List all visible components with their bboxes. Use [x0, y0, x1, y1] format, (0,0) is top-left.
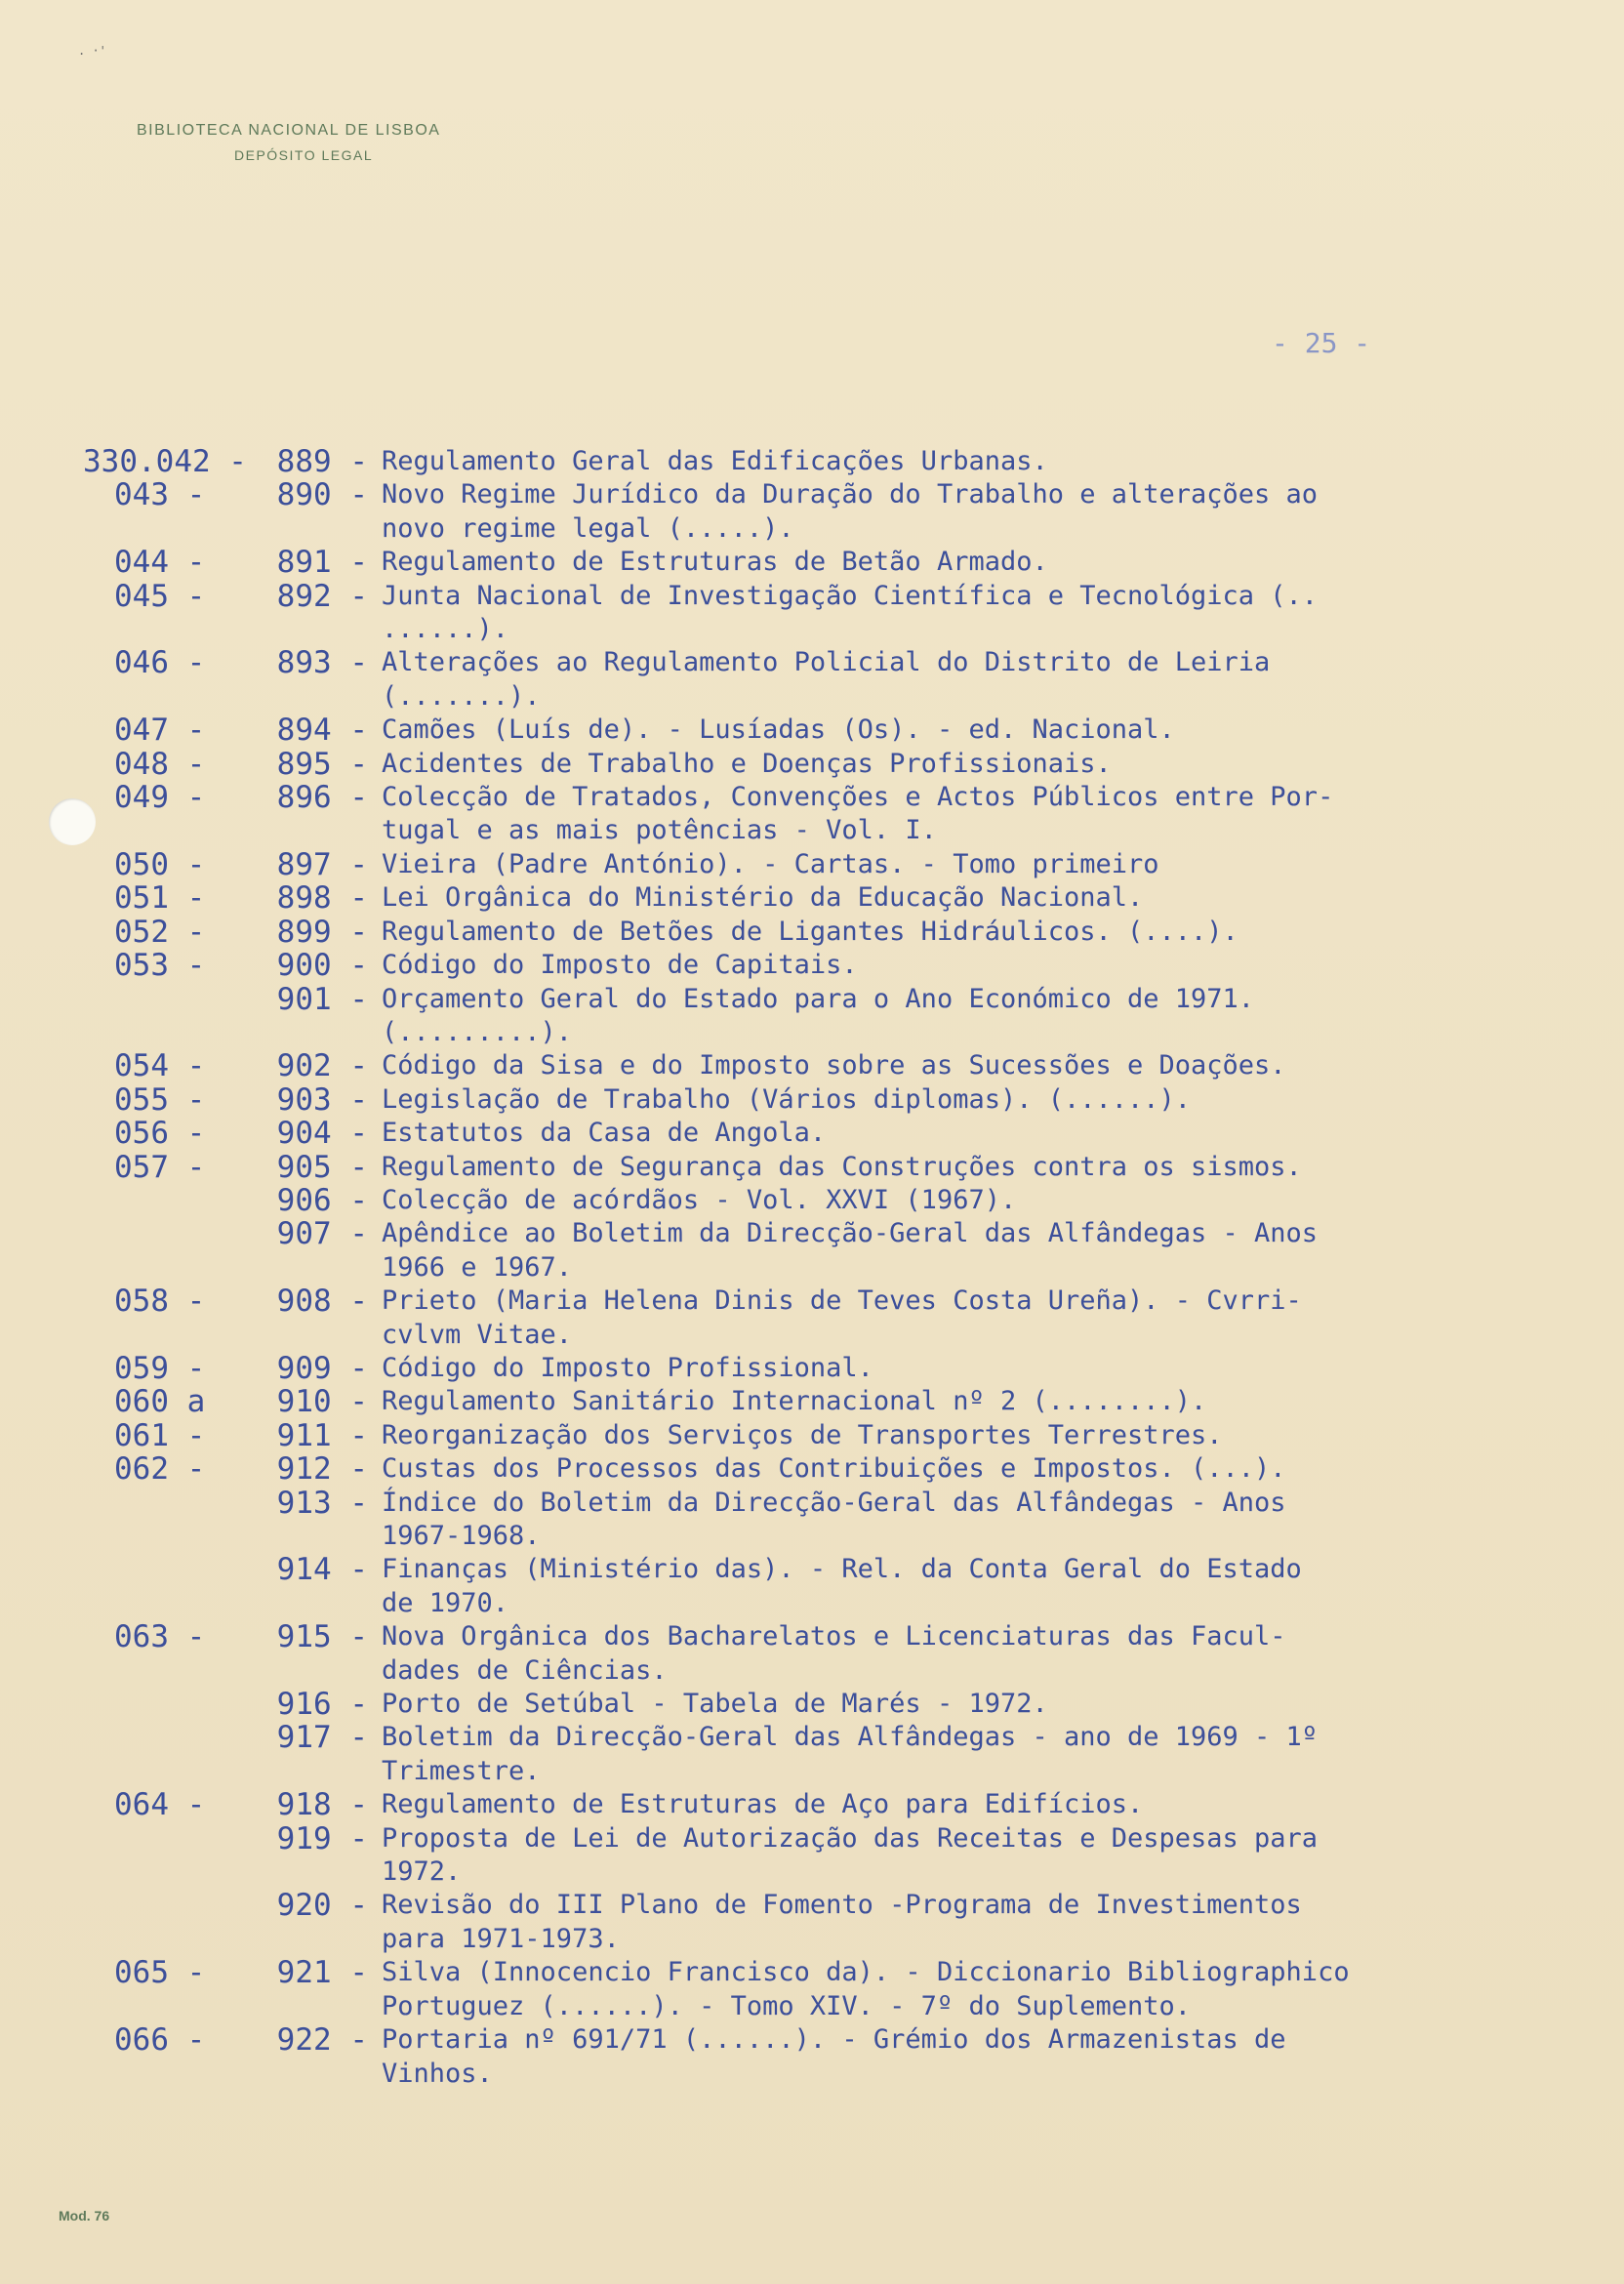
entry-title — [368, 1217, 1566, 1285]
entry-title-line: novo regime legal (.....). — [382, 512, 794, 544]
catalog-entry — [83, 714, 1566, 747]
entry-number: 909 - — [276, 1350, 368, 1386]
page-number: - 25 - — [1272, 327, 1371, 359]
entry-number: 896 - — [276, 780, 368, 816]
entry-number: 911 - — [276, 1417, 368, 1453]
catalog-entry — [83, 1889, 1566, 1956]
entry-number: 912 - — [276, 1451, 368, 1488]
entry-classification-code: 055 - — [114, 1081, 223, 1118]
entry-classification-code: 059 - — [114, 1350, 223, 1386]
entry-number: 894 - — [276, 713, 368, 749]
entry-title-line: Apêndice ao Boletim da Direcção-Geral das Alfândegas - Anos — [382, 1218, 1319, 1249]
entry-title-line: Colecção de Tratados, Convenções e Actos Públicos entre Por- — [382, 782, 1334, 813]
entry-title-line: (.......). — [382, 680, 541, 712]
entry-title — [368, 781, 1566, 848]
entry-classification-code: 064 - — [114, 1787, 223, 1823]
entry-title — [368, 445, 1566, 478]
entry-title — [368, 949, 1566, 982]
entry-classification-code: 045 - — [114, 578, 223, 614]
entry-title-line: Alterações ao Regulamento Policial do Distrito de Leiria — [382, 647, 1271, 678]
catalog-entry — [83, 478, 1566, 546]
paper-specks: . ·' — [78, 44, 106, 58]
entry-title — [368, 1285, 1566, 1352]
entry-title-line: Custas dos Processos das Contribuições e Impostos. (...). — [382, 1453, 1286, 1485]
entry-title-line: para 1971-1973. — [382, 1923, 620, 1954]
entry-title-line: Trimestre. — [382, 1755, 541, 1786]
catalog-entry — [83, 1385, 1566, 1418]
entry-number: 910 - — [276, 1384, 368, 1420]
entry-number: 902 - — [276, 1048, 368, 1084]
entry-title — [368, 881, 1566, 915]
entry-title-line: Regulamento Sanitário Internacional nº 2 (........). — [382, 1386, 1207, 1417]
entry-classification-code: 058 - — [114, 1284, 223, 1320]
entry-title — [368, 983, 1566, 1050]
entry-title-line: ......). — [382, 614, 509, 645]
entry-number: 892 - — [276, 578, 368, 614]
entry-classification-code: 056 - — [114, 1116, 223, 1152]
entry-number: 907 - — [276, 1216, 368, 1252]
entry-title — [368, 1822, 1566, 1890]
catalog-entry — [83, 1352, 1566, 1385]
entry-title-line: Nova Orgânica dos Bacharelatos e Licenciaturas das Facul- — [382, 1621, 1286, 1652]
entry-title — [368, 2023, 1566, 2091]
entry-title-line: Regulamento Geral das Edificações Urbanas. — [382, 446, 1048, 476]
entry-number: 904 - — [276, 1116, 368, 1152]
entry-classification-code: 049 - — [114, 780, 223, 816]
entry-title-line: Vieira (Padre António). - Cartas. - Tomo primeiro — [382, 848, 1159, 879]
catalog-entry — [83, 1822, 1566, 1890]
catalog-entry — [83, 1419, 1566, 1452]
entry-title-line: de 1970. — [382, 1587, 509, 1618]
catalog-entry — [83, 1452, 1566, 1486]
catalog-entry — [83, 1956, 1566, 2023]
entry-title-line: Código da Sisa e do Imposto sobre as Sucessões e Doações. — [382, 1050, 1286, 1081]
entry-title-line: 1972. — [382, 1856, 462, 1888]
entry-classification-code: 330.042 - — [83, 444, 265, 479]
entry-title — [368, 580, 1566, 647]
entry-title — [368, 1083, 1566, 1117]
catalog-entry — [83, 881, 1566, 915]
entry-title — [368, 1889, 1566, 1956]
entry-title — [368, 1688, 1566, 1721]
catalog-entry — [83, 748, 1566, 781]
entry-title-line: Reorganização dos Serviços de Transportes Terrestres. — [382, 1419, 1223, 1450]
entry-title — [368, 1956, 1566, 2023]
entry-classification-code: 063 - — [114, 1619, 223, 1655]
entry-title-line: Camões (Luís de). - Lusíadas (Os). - ed. Nacional. — [382, 714, 1175, 746]
entry-classification-code: 047 - — [114, 713, 223, 749]
entry-classification-code: 043 - — [114, 477, 223, 513]
catalog-entry — [83, 983, 1566, 1050]
catalog-entry — [83, 445, 1566, 478]
entry-title-line: Silva (Innocencio Francisco da). - Diccionario Bibliographico — [382, 1957, 1350, 1988]
entry-number: 906 - — [276, 1182, 368, 1218]
entry-number: 918 - — [276, 1787, 368, 1823]
entry-title-line: Portuguez (......). - Tomo XIV. - 7º do Suplemento. — [382, 1990, 1192, 2021]
letterhead-department: DEPÓSITO LEGAL — [234, 147, 374, 163]
catalog-entry — [83, 580, 1566, 647]
entry-title-line: Código do Imposto Profissional. — [382, 1352, 873, 1383]
entry-title-line: Legislação de Trabalho (Vários diplomas). (......). — [382, 1083, 1192, 1115]
entry-classification-code: 057 - — [114, 1149, 223, 1185]
entry-title-line: Boletim da Direcção-Geral das Alfândegas - ano de 1969 - 1º — [382, 1722, 1319, 1753]
catalog-entry — [83, 1049, 1566, 1082]
entry-number: 893 - — [276, 645, 368, 681]
entry-classification-code: 044 - — [114, 545, 223, 581]
entry-number: 920 - — [276, 1888, 368, 1924]
entry-title — [368, 546, 1566, 579]
catalog-entry — [83, 949, 1566, 982]
catalog-entry — [83, 1553, 1566, 1620]
entry-title-line: dades de Ciências. — [382, 1654, 668, 1686]
catalog-entries — [83, 445, 1566, 2091]
entry-title-line: Novo Regime Jurídico da Duração do Trabalho e alterações ao — [382, 479, 1319, 510]
entry-classification-code: 051 - — [114, 880, 223, 917]
catalog-entry — [83, 646, 1566, 714]
entry-title-line: Porto de Setúbal - Tabela de Marés - 1972. — [382, 1689, 1048, 1720]
entry-title-line: tugal e as mais potências - Vol. I. — [382, 815, 937, 846]
entry-title-line: Colecção de acórdãos - Vol. XXVI (1967). — [382, 1184, 1017, 1215]
entry-number: 917 - — [276, 1720, 368, 1756]
entry-title-line: Proposta de Lei de Autorização das Receitas e Despesas para — [382, 1822, 1319, 1854]
catalog-entry — [83, 2023, 1566, 2091]
entry-classification-code: 050 - — [114, 846, 223, 882]
entry-title — [368, 1553, 1566, 1620]
catalog-entry — [83, 1217, 1566, 1285]
entry-title-line: Código do Imposto de Capitais. — [382, 950, 858, 981]
letterhead-library-name: BIBLIOTECA NACIONAL DE LISBOA — [137, 122, 441, 139]
entry-title — [368, 1721, 1566, 1788]
entry-title-line: Regulamento de Betões de Ligantes Hidráulicos. (....). — [382, 916, 1238, 947]
catalog-entry — [83, 848, 1566, 881]
entry-title — [368, 1117, 1566, 1150]
entry-number: 915 - — [276, 1619, 368, 1655]
entry-title-line: 1967-1968. — [382, 1521, 541, 1551]
entry-title-line: Acidentes de Trabalho e Doenças Profissionais. — [382, 748, 1112, 779]
entry-number: 916 - — [276, 1687, 368, 1723]
entry-classification-code: 048 - — [114, 746, 223, 782]
catalog-entry — [83, 1117, 1566, 1150]
entry-title-line: cvlvm Vitae. — [382, 1319, 573, 1350]
entry-title — [368, 1049, 1566, 1082]
entry-number: 899 - — [276, 914, 368, 950]
entry-title-line: Junta Nacional de Investigação Científica e Tecnológica (.. — [382, 580, 1319, 611]
entry-title — [368, 1620, 1566, 1688]
entry-number: 889 - — [276, 444, 368, 479]
entry-classification-code: 053 - — [114, 948, 223, 984]
entry-number: 903 - — [276, 1081, 368, 1118]
entry-title-line: Finanças (Ministério das). - Rel. da Conta Geral do Estado — [382, 1554, 1302, 1585]
catalog-entry — [83, 916, 1566, 949]
catalog-entry — [83, 781, 1566, 848]
entry-title — [368, 1385, 1566, 1418]
entry-number: 891 - — [276, 545, 368, 581]
entry-title — [368, 848, 1566, 881]
entry-number: 900 - — [276, 948, 368, 984]
catalog-entry — [83, 1620, 1566, 1688]
catalog-entry — [83, 1184, 1566, 1217]
entry-title — [368, 1487, 1566, 1554]
entry-number: 897 - — [276, 846, 368, 882]
entry-title — [368, 1419, 1566, 1452]
entry-title-line: Regulamento de Segurança das Construções contra os sismos. — [382, 1151, 1302, 1182]
entry-title — [368, 714, 1566, 747]
entry-title-line: Vinhos. — [382, 2058, 493, 2089]
entry-title-line: Índice do Boletim da Direcção-Geral das Alfândegas - Anos — [382, 1487, 1286, 1518]
entry-number: 901 - — [276, 981, 368, 1017]
entry-title — [368, 1788, 1566, 1821]
entry-number: 919 - — [276, 1820, 368, 1856]
entry-classification-code: 065 - — [114, 1955, 223, 1991]
catalog-entry — [83, 1285, 1566, 1352]
entry-number: 913 - — [276, 1485, 368, 1521]
entry-title-line: Prieto (Maria Helena Dinis de Teves Costa Ureña). - Cvrri- — [382, 1285, 1302, 1317]
entry-classification-code: 061 - — [114, 1417, 223, 1453]
catalog-entry — [83, 1721, 1566, 1788]
entry-title-line: Lei Orgânica do Ministério da Educação Nacional. — [382, 882, 1144, 914]
entry-title-line: (.........). — [382, 1016, 573, 1047]
entry-number: 905 - — [276, 1149, 368, 1185]
catalog-entry — [83, 546, 1566, 579]
entry-number: 890 - — [276, 477, 368, 513]
form-number: Mod. 76 — [59, 2208, 110, 2223]
entry-title-line: Revisão do III Plano de Fomento -Programa de Investimentos — [382, 1890, 1302, 1921]
entry-number: 914 - — [276, 1552, 368, 1588]
catalog-entry — [83, 1688, 1566, 1721]
entry-title — [368, 1352, 1566, 1385]
letterhead — [137, 122, 440, 163]
entry-title-line: Orçamento Geral do Estado para o Ano Económico de 1971. — [382, 983, 1255, 1014]
entry-number: 895 - — [276, 746, 368, 782]
entry-title-line: Regulamento de Estruturas de Aço para Edifícios. — [382, 1789, 1144, 1820]
catalog-entry — [83, 1151, 1566, 1184]
entry-title-line: 1966 e 1967. — [382, 1251, 573, 1283]
entry-title — [368, 478, 1566, 546]
entry-number: 922 - — [276, 2022, 368, 2059]
entry-title — [368, 1452, 1566, 1486]
entry-title-line: Regulamento de Estruturas de Betão Armado. — [382, 547, 1048, 578]
entry-title — [368, 916, 1566, 949]
catalog-entry — [83, 1487, 1566, 1554]
entry-number: 898 - — [276, 880, 368, 917]
entry-title — [368, 1151, 1566, 1184]
entry-number: 921 - — [276, 1955, 368, 1991]
entry-classification-code: 062 - — [114, 1451, 223, 1488]
entry-title — [368, 748, 1566, 781]
entry-title-line: Portaria nº 691/71 (......). - Grémio dos Armazenistas de — [382, 2024, 1286, 2056]
catalog-entry — [83, 1083, 1566, 1117]
entry-title — [368, 1184, 1566, 1217]
entry-classification-code: 054 - — [114, 1048, 223, 1084]
entry-classification-code: 052 - — [114, 914, 223, 950]
catalog-entry — [83, 1788, 1566, 1821]
entry-classification-code: 060 a — [114, 1384, 223, 1420]
entry-classification-code: 066 - — [114, 2022, 223, 2059]
entry-number: 908 - — [276, 1284, 368, 1320]
entry-title-line: Estatutos da Casa de Angola. — [382, 1118, 827, 1149]
entry-title — [368, 646, 1566, 714]
entry-classification-code: 046 - — [114, 645, 223, 681]
